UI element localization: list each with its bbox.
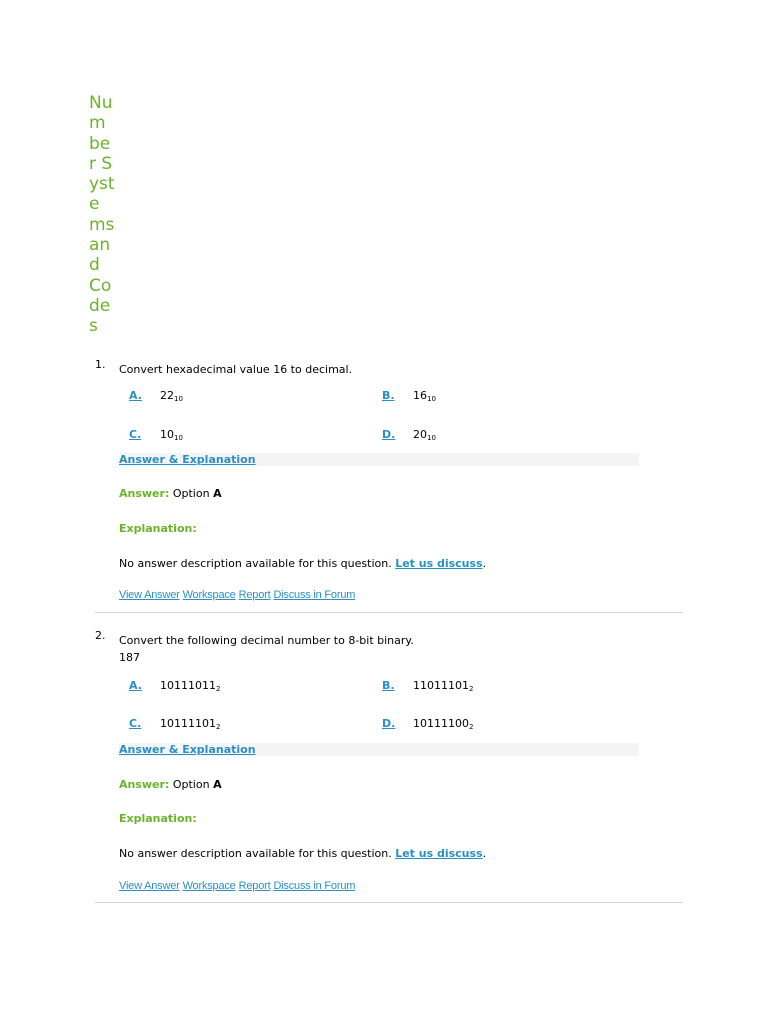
option-b-link[interactable]: B. xyxy=(382,679,395,692)
report-link[interactable]: Report xyxy=(238,589,271,601)
view-answer-link[interactable]: View Answer xyxy=(119,880,180,892)
option-b-link[interactable]: B. xyxy=(382,389,395,402)
option-d-value: $10111100_2$ xyxy=(413,717,474,731)
answer-label: Answer: xyxy=(119,778,170,791)
option-d-value: $20_{10}$ xyxy=(413,428,436,442)
option-d-link[interactable]: D. xyxy=(382,428,396,441)
option-c-value: $10_{10}$ xyxy=(160,428,183,442)
option-d-link[interactable]: D. xyxy=(382,717,396,730)
answer-explanation-bar xyxy=(119,743,639,756)
workspace-link[interactable]: Workspace xyxy=(182,589,236,601)
question-divider xyxy=(95,902,683,903)
option-c-value: $10111101_2$ xyxy=(160,717,221,731)
question-number: 1. xyxy=(95,358,106,371)
option-a-value: $10111011_2$ xyxy=(160,679,221,693)
question-text: Convert hexadecimal value 16 to decimal. xyxy=(119,363,353,376)
let-us-discuss-link[interactable]: Let us discuss xyxy=(395,847,483,860)
question-divider xyxy=(95,612,683,613)
explanation-text: No answer description available for this question. Let us discuss. xyxy=(119,557,487,570)
answer-label: Answer: xyxy=(119,487,170,500)
report-link[interactable]: Report xyxy=(238,880,271,892)
option-c-link[interactable]: C. xyxy=(129,428,142,441)
answer-value: A xyxy=(213,778,222,791)
option-b-value: $11011101_2$ xyxy=(413,679,474,693)
option-a-value: $22_{10}$ xyxy=(160,389,183,403)
answer-explanation-bar xyxy=(119,453,639,466)
question-toolbar xyxy=(119,589,358,602)
page-title: Number Systems and Codes xyxy=(89,93,115,337)
answer-line xyxy=(119,778,222,792)
discuss-forum-link[interactable]: Discuss in Forum xyxy=(273,589,356,601)
explanation-text: No answer description available for this question. Let us discuss. xyxy=(119,847,487,860)
option-c-link[interactable]: C. xyxy=(129,717,142,730)
explanation-label: Explanation: xyxy=(119,522,197,535)
option-a-link[interactable]: A. xyxy=(129,389,142,402)
option-a-link[interactable]: A. xyxy=(129,679,142,692)
discuss-forum-link[interactable]: Discuss in Forum xyxy=(273,880,356,892)
option-b-value: $16_{10}$ xyxy=(413,389,436,403)
workspace-link[interactable]: Workspace xyxy=(182,880,236,892)
question-toolbar xyxy=(119,880,358,893)
view-answer-link[interactable]: View Answer xyxy=(119,589,180,601)
answer-explanation-link[interactable]: Answer & Explanation xyxy=(119,743,256,756)
answer-explanation-link[interactable]: Answer & Explanation xyxy=(119,453,256,466)
answer-value: A xyxy=(213,487,222,500)
question-number: 2. xyxy=(95,629,106,642)
question-text: Convert the following decimal number to 8-bit binary. 187 xyxy=(119,634,414,664)
let-us-discuss-link[interactable]: Let us discuss xyxy=(395,557,483,570)
option-word: Option xyxy=(172,487,210,500)
option-word: Option xyxy=(172,778,210,791)
answer-line xyxy=(119,487,222,501)
explanation-label: Explanation: xyxy=(119,812,197,825)
